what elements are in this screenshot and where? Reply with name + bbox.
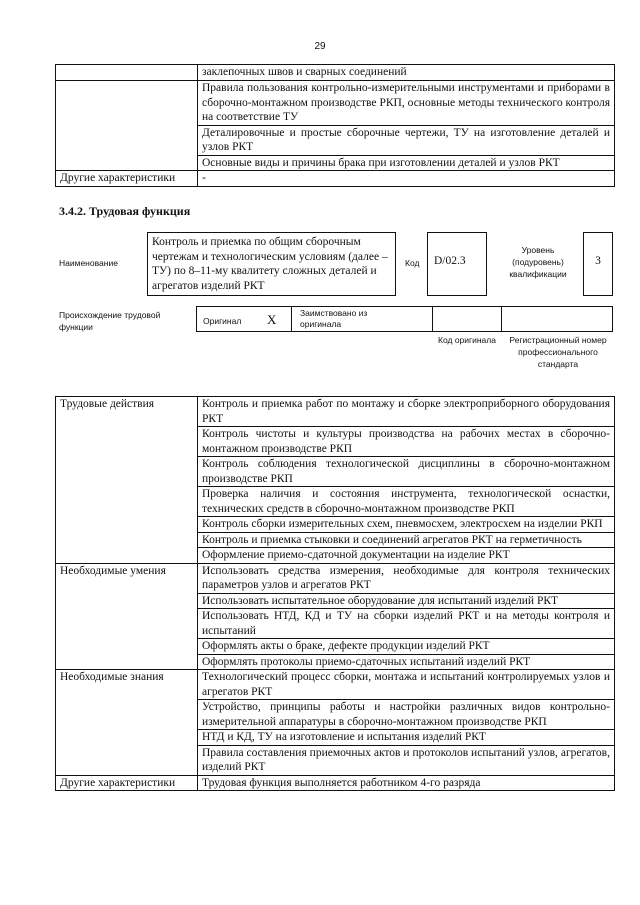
name-label: Наименование <box>59 258 118 268</box>
function-name-box <box>147 232 396 296</box>
code-box <box>427 232 487 296</box>
origin-reg-cell <box>501 306 613 332</box>
row-value: - <box>198 171 615 187</box>
table-row <box>56 670 615 700</box>
row-value: Использовать НТД, КД и ТУ на сборки изделий РКТ и на методы контроля и испытаний <box>198 609 615 639</box>
original-label: Оригинал <box>203 316 242 326</box>
reg-caption: Регистрационный номер профессионального стандарта <box>509 335 607 369</box>
function-code: D/02.3 <box>434 255 466 267</box>
row-label <box>56 65 198 81</box>
row-value: Контроль и приемка стыковки и соединений агрегатов РКТ на герметичность <box>198 532 615 548</box>
page-number: 29 <box>314 41 326 52</box>
row-label: Другие характеристики <box>56 171 198 187</box>
row-label: Трудовые действия <box>56 397 198 564</box>
row-value: Использовать средства измерения, необходимые для контроля технических параметров узлов и агрегатов РКТ <box>198 563 615 593</box>
row-value: Правила пользования контрольно-измерительными инструментами и приборами в сборочно-монтажном производстве РКП, основные методы технического контроля на соответствие ТУ <box>198 81 615 126</box>
row-label: Другие характеристики <box>56 775 198 791</box>
row-value: Контроль чистоты и культуры производства на рабочих местах в сборочно-монтажном производстве РКП <box>198 427 615 457</box>
row-value: Проверка наличия и состояния инструмента, технологической оснастки, технических средств в сборочно-монтажном производстве РКП <box>198 487 615 517</box>
table-row <box>56 171 615 187</box>
row-value: Устройство, принципы работы и настройки различных видов контрольно-измерительной аппаратуры в сборочно-монтажном производстве РКП <box>198 700 615 730</box>
row-value: Оформление приемо-сдаточной документации на изделие РКТ <box>198 548 615 564</box>
row-value: Контроль сборки измерительных схем, пневмосхем, электросхем на изделии РКП <box>198 517 615 533</box>
section-title: 3.4.2. Трудовая функция <box>59 204 191 218</box>
original-mark: X <box>267 312 277 327</box>
code-caption: Код оригинала <box>438 335 496 345</box>
row-value: Использовать испытательное оборудование для испытаний изделий РКТ <box>198 593 615 609</box>
row-value: Контроль соблюдения технологической дисциплины в сборочно-монтажном производстве РКП <box>198 457 615 487</box>
row-value: Правила составления приемочных актов и протоколов испытаний узлов, агрегатов, изделий РКТ <box>198 745 615 775</box>
table-row <box>56 775 615 791</box>
row-value: НТД и КД, ТУ на изготовление и испытания изделий РКТ <box>198 730 615 746</box>
level-value: 3 <box>595 255 601 267</box>
table-row <box>56 397 615 427</box>
row-value: Основные виды и причины брака при изготовлении деталей и узлов РКТ <box>198 155 615 171</box>
function-name: Контроль и приемка по общим сборочным чертежам и технологическим условиям (далее –ТУ) по 8–11-му квалитету сложных деталей и агрегатов изделий РКТ <box>152 236 388 292</box>
level-box <box>583 232 613 296</box>
origin-code-cell <box>432 306 502 332</box>
row-value: заклепочных швов и сварных соединений <box>198 65 615 81</box>
row-label: Необходимые знания <box>56 670 198 776</box>
row-value: Деталировочные и простые сборочные чертежи, ТУ на изготовление деталей и узлов РКТ <box>198 125 615 155</box>
row-value: Технологический процесс сборки, монтажа и испытаний контролируемых узлов и агрегатов РКТ <box>198 670 615 700</box>
level-label: Уровень (подуровень) квалификации <box>509 245 567 279</box>
top-table <box>55 64 615 187</box>
row-value: Контроль и приемка работ по монтажу и сборке электроприборного оборудования РКТ <box>198 397 615 427</box>
origin-label: Происхождение трудовой функции <box>59 310 161 332</box>
row-value: Трудовая функция выполняется работником 4-го разряда <box>198 775 615 791</box>
row-label: Необходимые умения <box>56 563 198 670</box>
table-row <box>56 81 615 126</box>
row-label <box>56 81 198 171</box>
borrowed-label: Заимствовано из оригинала <box>300 308 368 329</box>
row-value: Оформлять протоколы приемо-сдаточных испытаний изделий РКТ <box>198 654 615 670</box>
main-table <box>55 396 615 791</box>
origin-borrowed-cell <box>291 306 433 332</box>
row-value: Оформлять акты о браке, дефекте продукции изделий РКТ <box>198 639 615 655</box>
origin-original-cell <box>196 306 292 332</box>
code-label: Код <box>405 258 420 268</box>
table-row <box>56 65 615 81</box>
table-row <box>56 563 615 593</box>
